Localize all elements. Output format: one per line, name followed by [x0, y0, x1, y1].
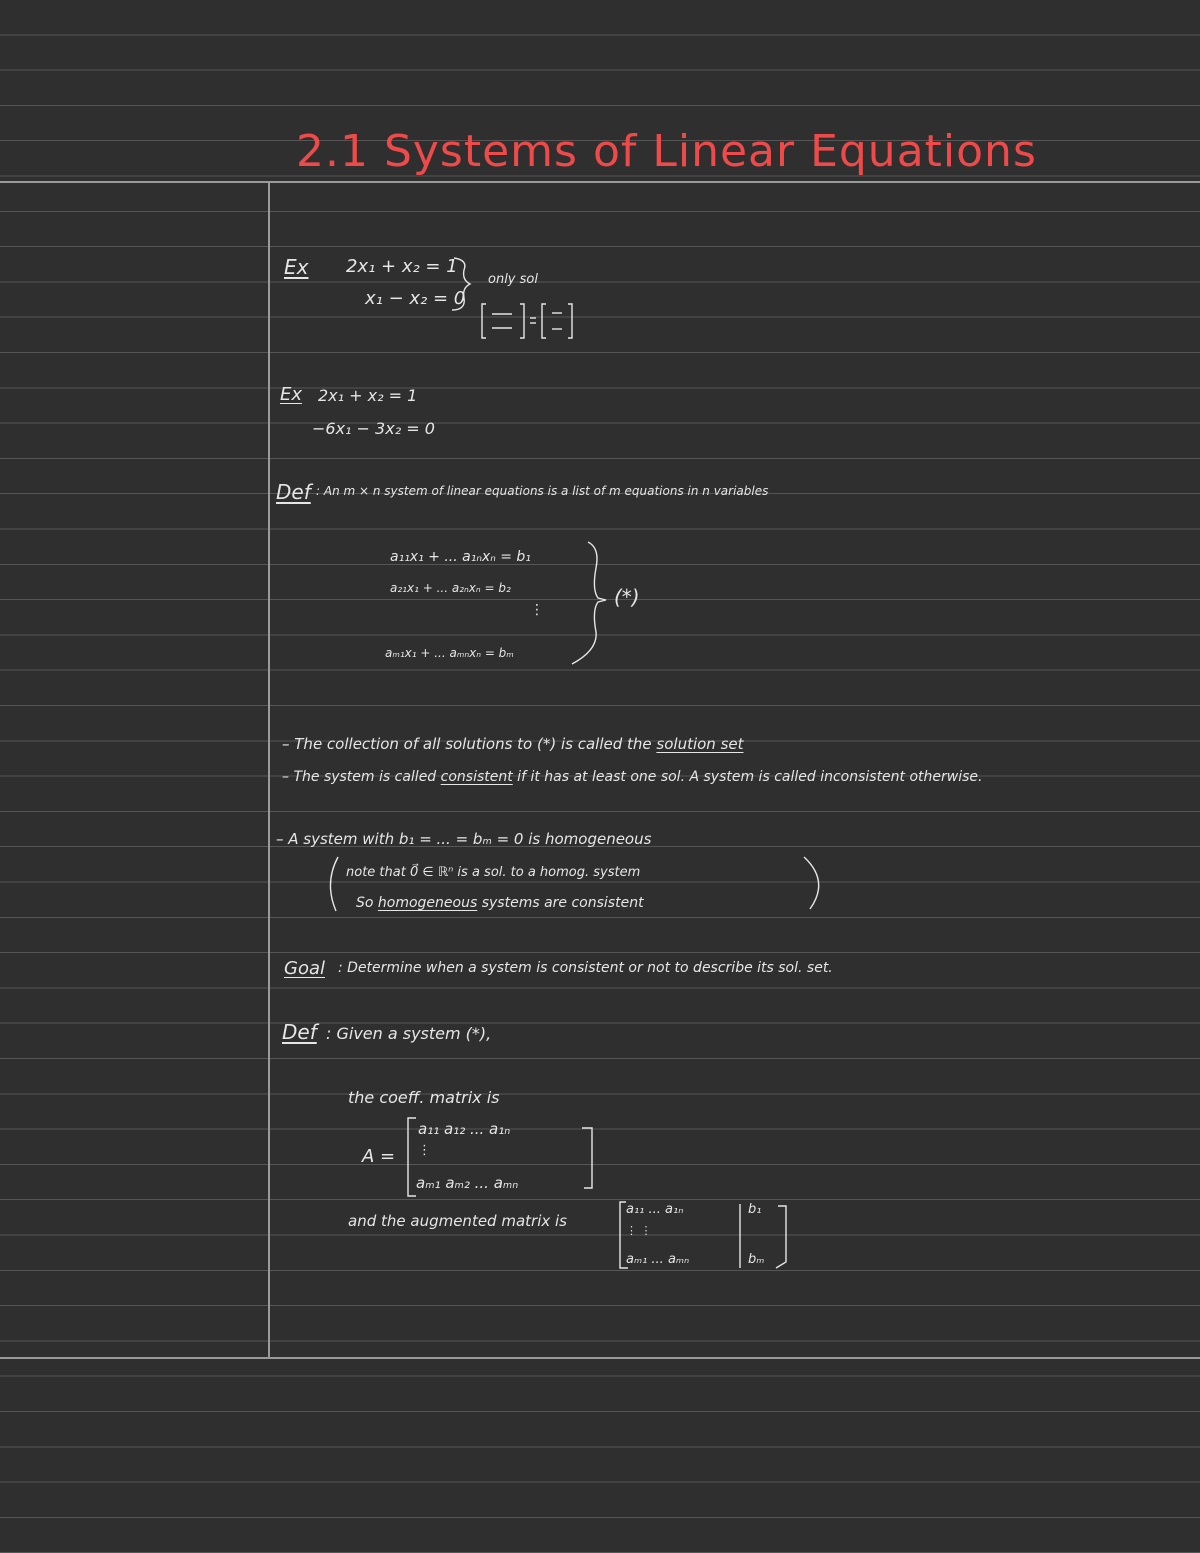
example-2-eq2: −6x₁ − 3x₂ = 0 — [312, 419, 435, 438]
header-rule — [0, 181, 1200, 183]
term-consistent: consistent — [440, 769, 513, 785]
augmented-row-1-b: b₁ — [748, 1202, 762, 1217]
definition-1-label: Def — [276, 480, 311, 504]
augmented-matrix-text: and the augmented matrix is — [348, 1212, 567, 1230]
coeff-matrix-text: the coeff. matrix is — [348, 1088, 500, 1107]
system-row-dots: ⋮ — [530, 602, 544, 618]
note-2-text: So — [356, 895, 378, 911]
bullet-2-tail: if it has at least one sol. A system is called inconsistent otherwise. — [512, 769, 983, 785]
note-homogeneous-consistent — [356, 895, 644, 911]
definition-1-text: : An m × n system of linear equations is a list of m equations in n variables — [316, 484, 769, 498]
bullet-solution-set — [282, 735, 744, 753]
goal-label: Goal — [284, 958, 325, 979]
bullet-homogeneous — [276, 830, 651, 848]
bullet-1-text: – The collection of all solutions to (*) is called the — [282, 735, 657, 753]
term-homogeneous-2: homogeneous — [377, 895, 478, 911]
term-solution-set: solution set — [656, 735, 744, 753]
example-2-eq1: 2x₁ + x₂ = 1 — [318, 386, 418, 405]
term-homogeneous: homogeneous — [544, 830, 652, 848]
system-tag: (*) — [614, 585, 640, 609]
example-1-label: Ex — [284, 255, 309, 279]
example-1-note: only sol — [488, 272, 538, 287]
page-title: 2.1 Systems of Linear Equations — [296, 126, 1037, 177]
system-row-3: aₘ₁x₁ + ... aₘₙxₙ = bₘ — [385, 646, 514, 660]
note-paren-right — [800, 855, 830, 911]
bullet-2-text: – The system is called — [282, 769, 441, 785]
definition-2-label: Def — [282, 1020, 317, 1044]
matrix-A-label: A = — [362, 1146, 396, 1167]
margin-rule — [268, 182, 270, 1358]
matrix-A-dots: ⋮ — [418, 1143, 431, 1158]
augmented-row-3: aₘ₁ ... aₘₙ — [626, 1252, 690, 1267]
goal-text: : Determine when a system is consistent or not to describe its sol. set. — [338, 960, 833, 976]
system-brace — [568, 540, 612, 666]
example-1-eq1: 2x₁ + x₂ = 1 — [346, 256, 458, 277]
note-zero-vector: note that 0⃗ ∈ ℝⁿ is a sol. to a homog. system — [346, 865, 641, 880]
augmented-row-3-b: bₘ — [748, 1252, 765, 1267]
augmented-row-1: a₁₁ ... a₁ₙ — [626, 1202, 684, 1217]
footer-rule — [0, 1357, 1200, 1359]
note-paren-left — [322, 855, 342, 915]
definition-2-text: : Given a system (*), — [326, 1024, 492, 1043]
system-row-1: a₁₁x₁ + ... a₁ₙxₙ = b₁ — [390, 549, 531, 565]
bullet-3-text: – A system with b₁ = ... = bₘ = 0 is — [276, 830, 545, 848]
example-1-solution-vector — [478, 300, 578, 342]
matrix-A-row-3: aₘ₁ aₘ₂ ... aₘₙ — [416, 1174, 519, 1192]
note-2-tail: systems are consistent — [477, 895, 644, 911]
augmented-dots: ⋮ ⋮ — [626, 1224, 652, 1237]
matrix-A-row-1: a₁₁ a₁₂ ... a₁ₙ — [418, 1120, 511, 1138]
example-2-label: Ex — [280, 384, 303, 405]
example-1-eq2: x₁ − x₂ = 0 — [365, 288, 466, 309]
system-row-2: a₂₁x₁ + ... a₂ₙxₙ = b₂ — [390, 581, 511, 595]
bullet-consistent — [282, 769, 982, 785]
